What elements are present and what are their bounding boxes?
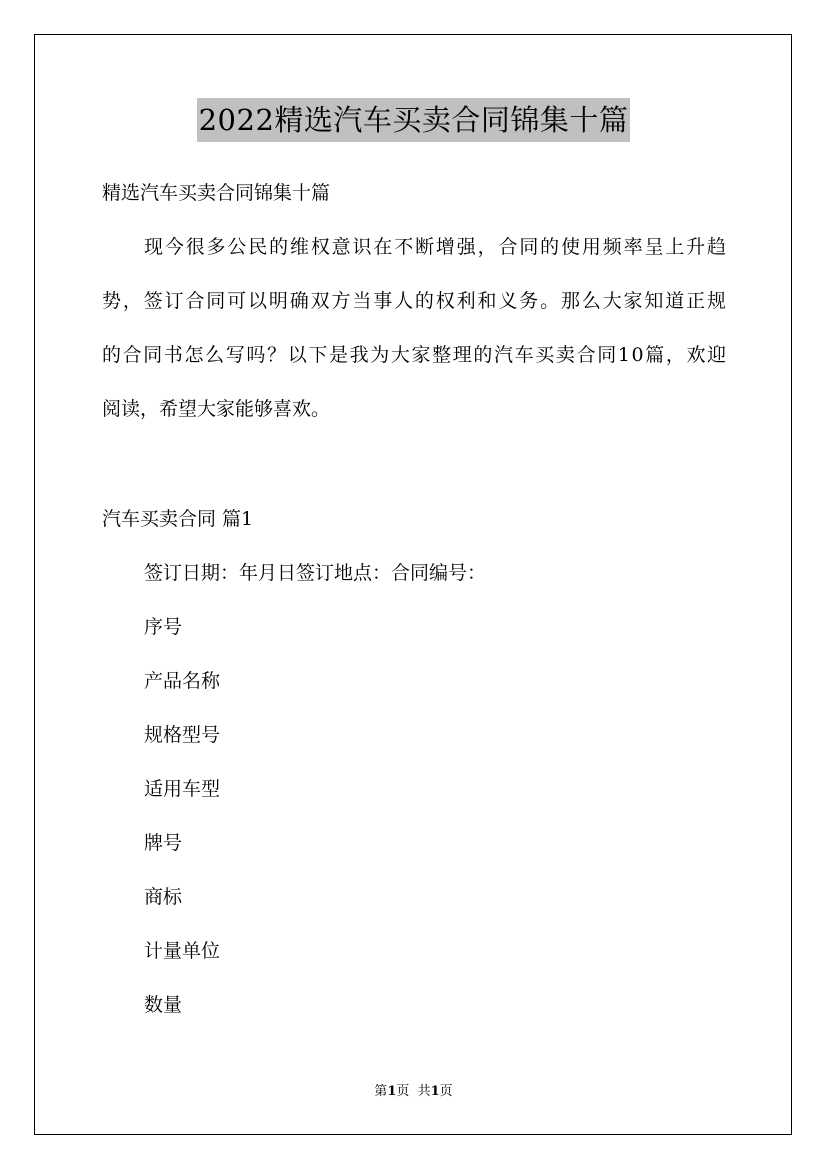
list-item: 规格型号 xyxy=(144,724,221,746)
list-item: 适用车型 xyxy=(144,778,221,800)
list-item: 数量 xyxy=(144,994,183,1016)
title-container xyxy=(0,98,827,142)
intro-line-3: 的合同书怎么写吗？以下是我为大家整理的汽车买卖合同10篇，欢迎 xyxy=(102,344,728,366)
list-item: 序号 xyxy=(144,616,183,638)
footer-total-pages: 1 xyxy=(430,1084,440,1099)
page-footer xyxy=(0,1083,827,1101)
footer-prefix: 第 xyxy=(374,1084,388,1099)
list-item: 商标 xyxy=(144,886,183,908)
intro-line-4: 阅读，希望大家能够喜欢。 xyxy=(102,398,331,420)
list-item: 牌号 xyxy=(144,832,183,854)
footer-page-number: 1 xyxy=(387,1084,397,1099)
document-subtitle: 精选汽车买卖合同锦集十篇 xyxy=(102,182,331,204)
footer-suffix: 页 xyxy=(439,1084,453,1099)
list-item: 产品名称 xyxy=(144,670,221,692)
list-item: 计量单位 xyxy=(144,940,221,962)
intro-line-2: 势，签订合同可以明确双方当事人的权利和义务。那么大家知道正规 xyxy=(102,290,728,312)
contract-meta-line: 签订日期：年月日签订地点：合同编号： xyxy=(144,562,487,584)
document-title: 2022精选汽车买卖合同锦集十篇 xyxy=(197,98,631,142)
section-heading: 汽车买卖合同 篇1 xyxy=(102,508,254,530)
footer-mid: 页 共 xyxy=(396,1084,431,1099)
intro-line-1: 现今很多公民的维权意识在不断增强，合同的使用频率呈上升趋 xyxy=(144,236,728,258)
